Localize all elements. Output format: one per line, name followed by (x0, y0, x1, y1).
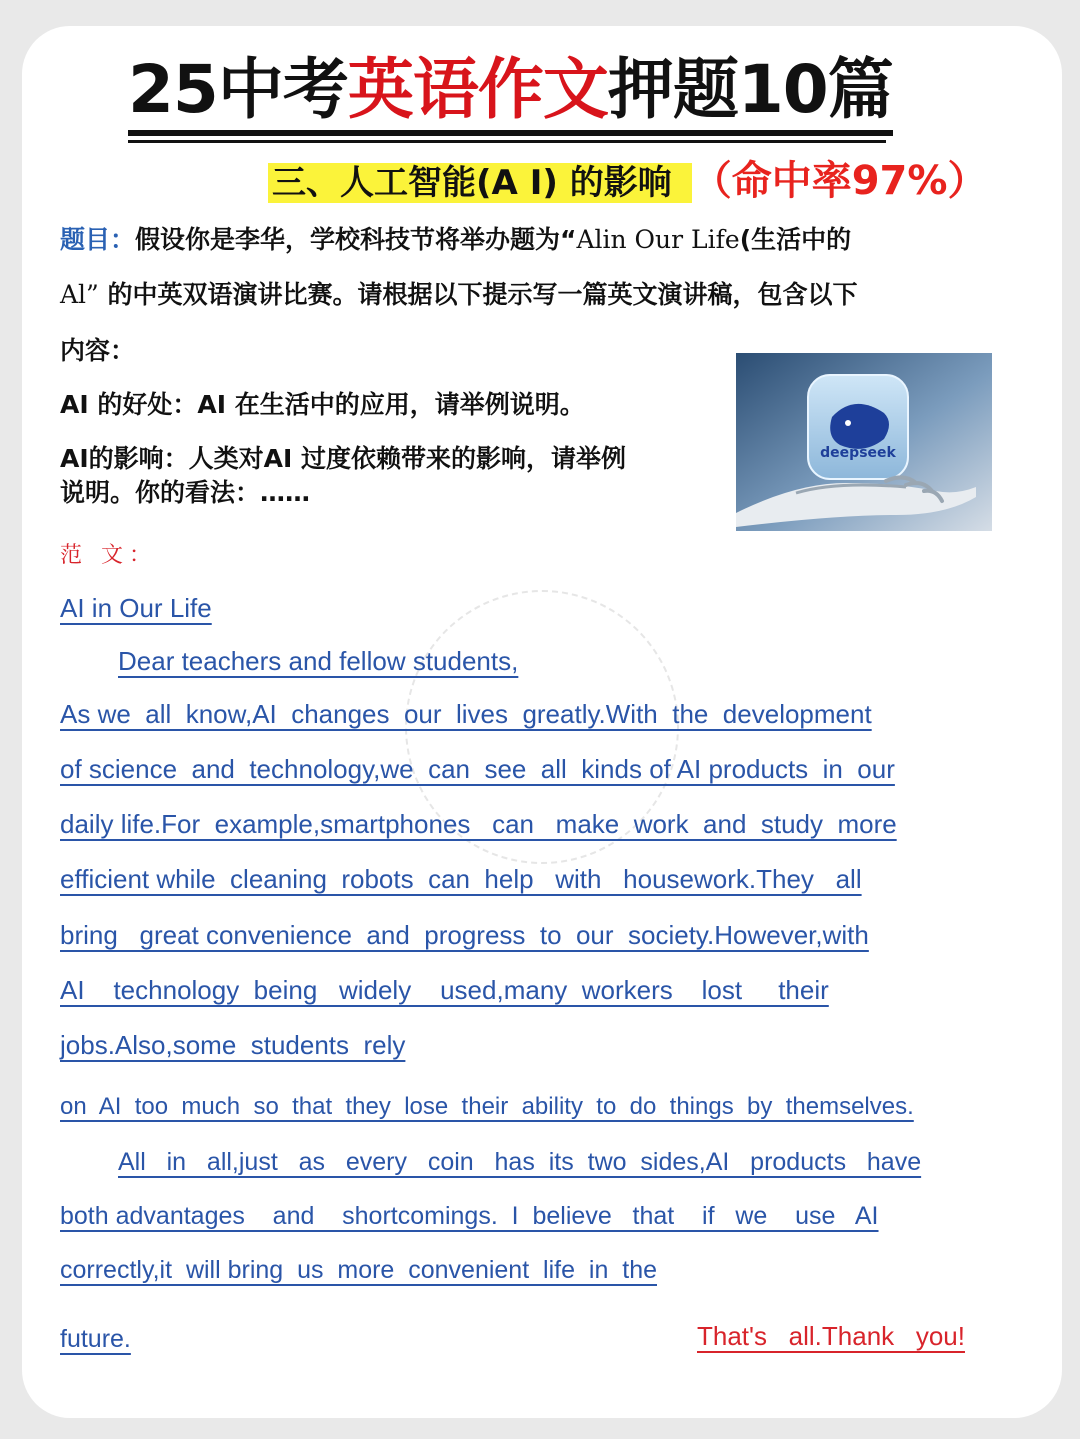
prompt-line-3: 内容： (60, 336, 136, 365)
essay-line: both advantages and shortcomings. I believe that if we use AI (60, 1202, 879, 1230)
hit-rate: （命中率97%） (691, 158, 988, 204)
deepseek-logo-text: deepseek (820, 445, 896, 461)
title-underline (128, 140, 886, 143)
title-highlight: 英语作文 (347, 51, 608, 128)
essay-greeting: Dear teachers and fellow students, (118, 646, 519, 676)
title-part2: 押题10篇 (607, 51, 893, 128)
essay-line: correctly,it will bring us more convenient life in the (60, 1256, 657, 1284)
prompt-point-2-line-2: 说明。你的看法：…… (60, 478, 311, 507)
essay-line: bring great convenience and progress to our society.However,with (60, 920, 869, 950)
essay-title: AI in Our Life (60, 593, 212, 623)
prompt-point-1: AI 的好处：AI 在生活中的应用，请举例说明。 (60, 390, 585, 419)
essay-line-small: on AI too much so that they lose their ability to do things by themselves. (60, 1093, 914, 1120)
prompt-line-1: 题目：假设你是李华，学校科技节将举办题为“Alin Our Life(生活中的 (60, 225, 852, 254)
model-essay-label: 范 文： (60, 543, 157, 568)
deepseek-robot-hand-image (736, 353, 992, 531)
essay-line: AI technology being widely used,many workers lost their (60, 975, 829, 1005)
essay-last-line: future. (60, 1325, 131, 1353)
essay-line: As we all know,AI changes our lives greatly.With the development (60, 699, 872, 729)
title-part1: 25中考 (128, 51, 348, 128)
subtitle-text: 三、人工智能(A I) 的影响 (268, 163, 692, 203)
essay-line: jobs.Also,some students rely (60, 1030, 406, 1060)
page-title (128, 50, 893, 136)
robot-hand-illustration (736, 353, 992, 531)
prompt-label: 题目： (60, 225, 136, 254)
essay-line: efficient while cleaning robots can help with housework.They all (60, 864, 862, 894)
essay-line: daily life.For example,smartphones can make work and study more (60, 809, 897, 839)
essay-line: of science and technology,we can see all kinds of AI products in our (60, 754, 895, 784)
prompt-point-2-line-1: AI的影响：人类对AI 过度依赖带来的影响，请举例 (60, 444, 627, 473)
essay-closing: That's all.Thank you! (697, 1321, 965, 1351)
essay-conclusion: All in all,just as every coin has its two sides,AI products have (118, 1148, 922, 1176)
section-subtitle (268, 151, 987, 211)
prompt-line-2: Al” 的中英双语演讲比赛。请根据以下提示写一篇英文演讲稿，包含以下 (60, 280, 858, 309)
